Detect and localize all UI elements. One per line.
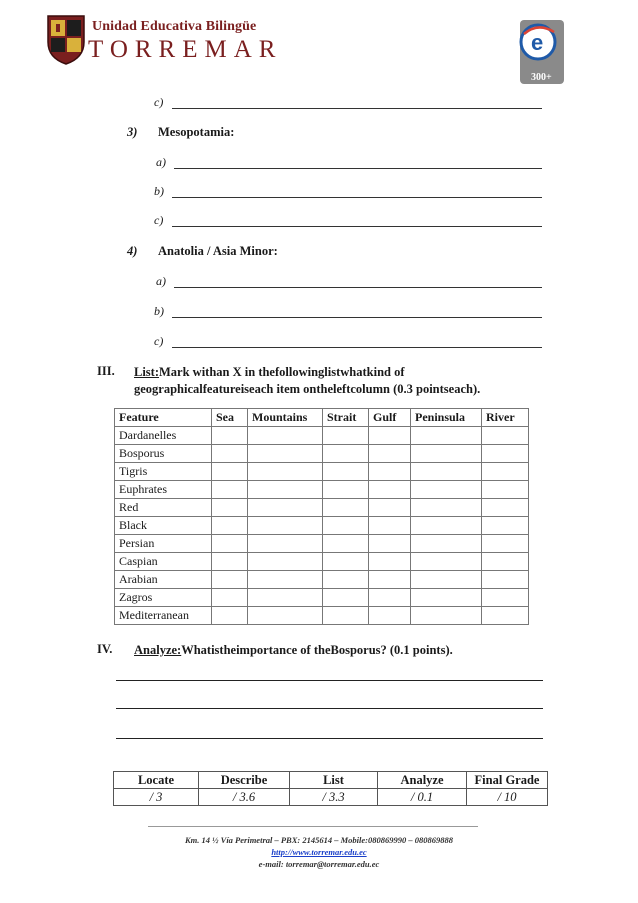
mark-cell[interactable] xyxy=(369,517,411,535)
mark-cell[interactable] xyxy=(482,553,529,571)
column-header: Strait xyxy=(323,409,369,427)
table-row xyxy=(115,535,529,553)
mark-cell[interactable] xyxy=(411,463,482,481)
mark-cell[interactable] xyxy=(323,553,369,571)
section-number: III. xyxy=(97,364,115,378)
grade-header: Describe xyxy=(199,772,290,789)
instruction-text-line1: Mark withan X in thefollowinglistwhatkind of xyxy=(159,365,405,379)
table-row xyxy=(115,607,529,625)
grade-header: List xyxy=(290,772,378,789)
seal-label: 300+ xyxy=(531,72,552,83)
table-row xyxy=(115,445,529,463)
column-header: Mountains xyxy=(248,409,323,427)
mark-cell[interactable] xyxy=(411,445,482,463)
subsection-number: 4) xyxy=(127,244,138,258)
answer-line[interactable] xyxy=(172,226,542,227)
mark-cell[interactable] xyxy=(323,427,369,445)
feature-name-cell: Persian xyxy=(115,535,212,553)
mark-cell[interactable] xyxy=(323,571,369,589)
subsection-number: 3) xyxy=(127,125,138,139)
mark-cell[interactable] xyxy=(411,571,482,589)
answer-row-c xyxy=(154,334,544,352)
section-number: IV. xyxy=(97,642,113,656)
answer-letter: b) xyxy=(154,304,164,318)
mark-cell[interactable] xyxy=(323,589,369,607)
answer-row-a xyxy=(156,155,546,173)
section-label: Analyze: xyxy=(134,643,182,657)
mark-cell[interactable] xyxy=(212,535,248,553)
mark-cell[interactable] xyxy=(248,589,323,607)
mark-cell[interactable] xyxy=(248,481,323,499)
answer-line[interactable] xyxy=(116,680,543,681)
mark-cell[interactable] xyxy=(323,463,369,481)
column-header: Feature xyxy=(115,409,212,427)
mark-cell[interactable] xyxy=(212,571,248,589)
feature-name-cell: Dardanelles xyxy=(115,427,212,445)
mark-cell[interactable] xyxy=(482,499,529,517)
feature-name-cell: Zagros xyxy=(115,589,212,607)
mark-cell[interactable] xyxy=(482,589,529,607)
grade-table xyxy=(113,771,548,806)
table-header-row xyxy=(115,409,529,427)
column-header: Sea xyxy=(212,409,248,427)
answer-row-c xyxy=(154,95,544,113)
mark-cell[interactable] xyxy=(369,535,411,553)
mark-cell[interactable] xyxy=(369,481,411,499)
mark-cell[interactable] xyxy=(369,553,411,571)
grade-value[interactable]: / 10 xyxy=(467,789,548,806)
section-instructions xyxy=(134,364,544,398)
mark-cell[interactable] xyxy=(212,463,248,481)
school-name-line1: Unidad Educativa Bilingüe xyxy=(92,19,257,34)
column-header: River xyxy=(482,409,529,427)
table-row xyxy=(115,463,529,481)
feature-name-cell: Caspian xyxy=(115,553,212,571)
mark-cell[interactable] xyxy=(248,427,323,445)
mark-cell[interactable] xyxy=(212,499,248,517)
feature-name-cell: Black xyxy=(115,517,212,535)
section-label: List: xyxy=(134,365,159,379)
mark-cell[interactable] xyxy=(323,481,369,499)
grade-header: Analyze xyxy=(378,772,467,789)
answer-letter: b) xyxy=(154,184,164,198)
subsection-title: Anatolia / Asia Minor: xyxy=(158,244,278,258)
mark-cell[interactable] xyxy=(212,481,248,499)
footer-website-link[interactable]: http://www.torremar.edu.ec xyxy=(271,847,367,857)
feature-name-cell: Euphrates xyxy=(115,481,212,499)
mark-cell[interactable] xyxy=(369,445,411,463)
mark-cell[interactable] xyxy=(411,481,482,499)
answer-line[interactable] xyxy=(172,347,542,348)
grade-header: Final Grade xyxy=(467,772,548,789)
instruction-text-line2: geographicalfeatureiseach item ontheleftcolumn (0.3 pointseach). xyxy=(134,382,481,396)
instruction-text: Whatistheimportance of theBosporus? (0.1 points). xyxy=(181,643,453,657)
mark-cell[interactable] xyxy=(369,607,411,625)
feature-name-cell: Arabian xyxy=(115,571,212,589)
mark-cell[interactable] xyxy=(323,607,369,625)
mark-cell[interactable] xyxy=(369,499,411,517)
mark-cell[interactable] xyxy=(248,499,323,517)
mark-cell[interactable] xyxy=(212,607,248,625)
mark-cell[interactable] xyxy=(323,517,369,535)
feature-name-cell: Red xyxy=(115,499,212,517)
section-instructions xyxy=(134,642,544,659)
table-row xyxy=(115,481,529,499)
grade-value-row xyxy=(114,789,548,806)
mark-cell[interactable] xyxy=(369,589,411,607)
column-header: Gulf xyxy=(369,409,411,427)
grade-value[interactable]: / 0.1 xyxy=(378,789,467,806)
mark-cell[interactable] xyxy=(212,589,248,607)
answer-line[interactable] xyxy=(116,708,543,709)
school-crest-logo xyxy=(46,12,86,66)
answer-line[interactable] xyxy=(116,738,543,739)
svg-text:e: e xyxy=(531,30,544,55)
mark-cell[interactable] xyxy=(482,535,529,553)
answer-letter: c) xyxy=(154,213,164,227)
mark-cell[interactable] xyxy=(212,427,248,445)
mark-cell[interactable] xyxy=(482,427,529,445)
table-row xyxy=(115,517,529,535)
answer-line[interactable] xyxy=(172,108,542,109)
table-row xyxy=(115,553,529,571)
mark-cell[interactable] xyxy=(411,499,482,517)
mark-cell[interactable] xyxy=(411,589,482,607)
answer-line[interactable] xyxy=(174,287,542,288)
mark-cell[interactable] xyxy=(248,607,323,625)
mark-cell[interactable] xyxy=(212,445,248,463)
mark-cell[interactable] xyxy=(323,445,369,463)
mark-cell[interactable] xyxy=(411,517,482,535)
mark-cell[interactable] xyxy=(482,571,529,589)
mark-cell[interactable] xyxy=(248,535,323,553)
grade-header-row xyxy=(114,772,548,789)
grade-value[interactable]: / 3 xyxy=(114,789,199,806)
footer-divider xyxy=(148,826,478,827)
mark-cell[interactable] xyxy=(482,445,529,463)
feature-table xyxy=(114,408,529,625)
mark-cell[interactable] xyxy=(369,571,411,589)
grade-value[interactable]: / 3.3 xyxy=(290,789,378,806)
mark-cell[interactable] xyxy=(248,571,323,589)
feature-name-cell: Bosporus xyxy=(115,445,212,463)
mark-cell[interactable] xyxy=(482,517,529,535)
answer-row-b xyxy=(154,184,544,202)
subsection-title: Mesopotamia: xyxy=(158,125,235,139)
mark-cell[interactable] xyxy=(482,481,529,499)
mark-cell[interactable] xyxy=(411,427,482,445)
table-row xyxy=(115,499,529,517)
mark-cell[interactable] xyxy=(323,535,369,553)
feature-name-cell: Mediterranean xyxy=(115,607,212,625)
mark-cell[interactable] xyxy=(248,517,323,535)
column-header: Peninsula xyxy=(411,409,482,427)
answer-letter: a) xyxy=(156,274,166,288)
feature-name-cell: Tigris xyxy=(115,463,212,481)
answer-row-b xyxy=(154,304,544,322)
answer-letter: c) xyxy=(154,95,164,109)
table-row xyxy=(115,589,529,607)
mark-cell[interactable] xyxy=(369,463,411,481)
mark-cell[interactable] xyxy=(248,553,323,571)
answer-row-a xyxy=(156,274,546,292)
mark-cell[interactable] xyxy=(212,517,248,535)
mark-cell[interactable] xyxy=(212,553,248,571)
mark-cell[interactable] xyxy=(482,463,529,481)
answer-letter: c) xyxy=(154,334,164,348)
table-row xyxy=(115,427,529,445)
mark-cell[interactable] xyxy=(369,427,411,445)
mark-cell[interactable] xyxy=(248,445,323,463)
grade-header: Locate xyxy=(114,772,199,789)
mark-cell[interactable] xyxy=(411,607,482,625)
answer-line[interactable] xyxy=(172,197,542,198)
footer-address: Km. 14 ½ Vía Perimetral – PBX: 2145614 – Mobile:080869990 – 080869888 xyxy=(185,835,453,845)
mark-cell[interactable] xyxy=(248,463,323,481)
answer-line[interactable] xyxy=(172,317,542,318)
table-row xyxy=(115,571,529,589)
answer-row-c xyxy=(154,213,544,231)
mark-cell[interactable] xyxy=(411,535,482,553)
mark-cell[interactable] xyxy=(411,553,482,571)
school-name-line2: TORREMAR xyxy=(88,36,283,63)
mark-cell[interactable] xyxy=(482,607,529,625)
grade-value[interactable]: / 3.6 xyxy=(199,789,290,806)
answer-line[interactable] xyxy=(174,168,542,169)
mark-cell[interactable] xyxy=(323,499,369,517)
answer-letter: a) xyxy=(156,155,166,169)
footer-email[interactable]: e-mail: torremar@torremar.edu.ec xyxy=(258,859,380,869)
